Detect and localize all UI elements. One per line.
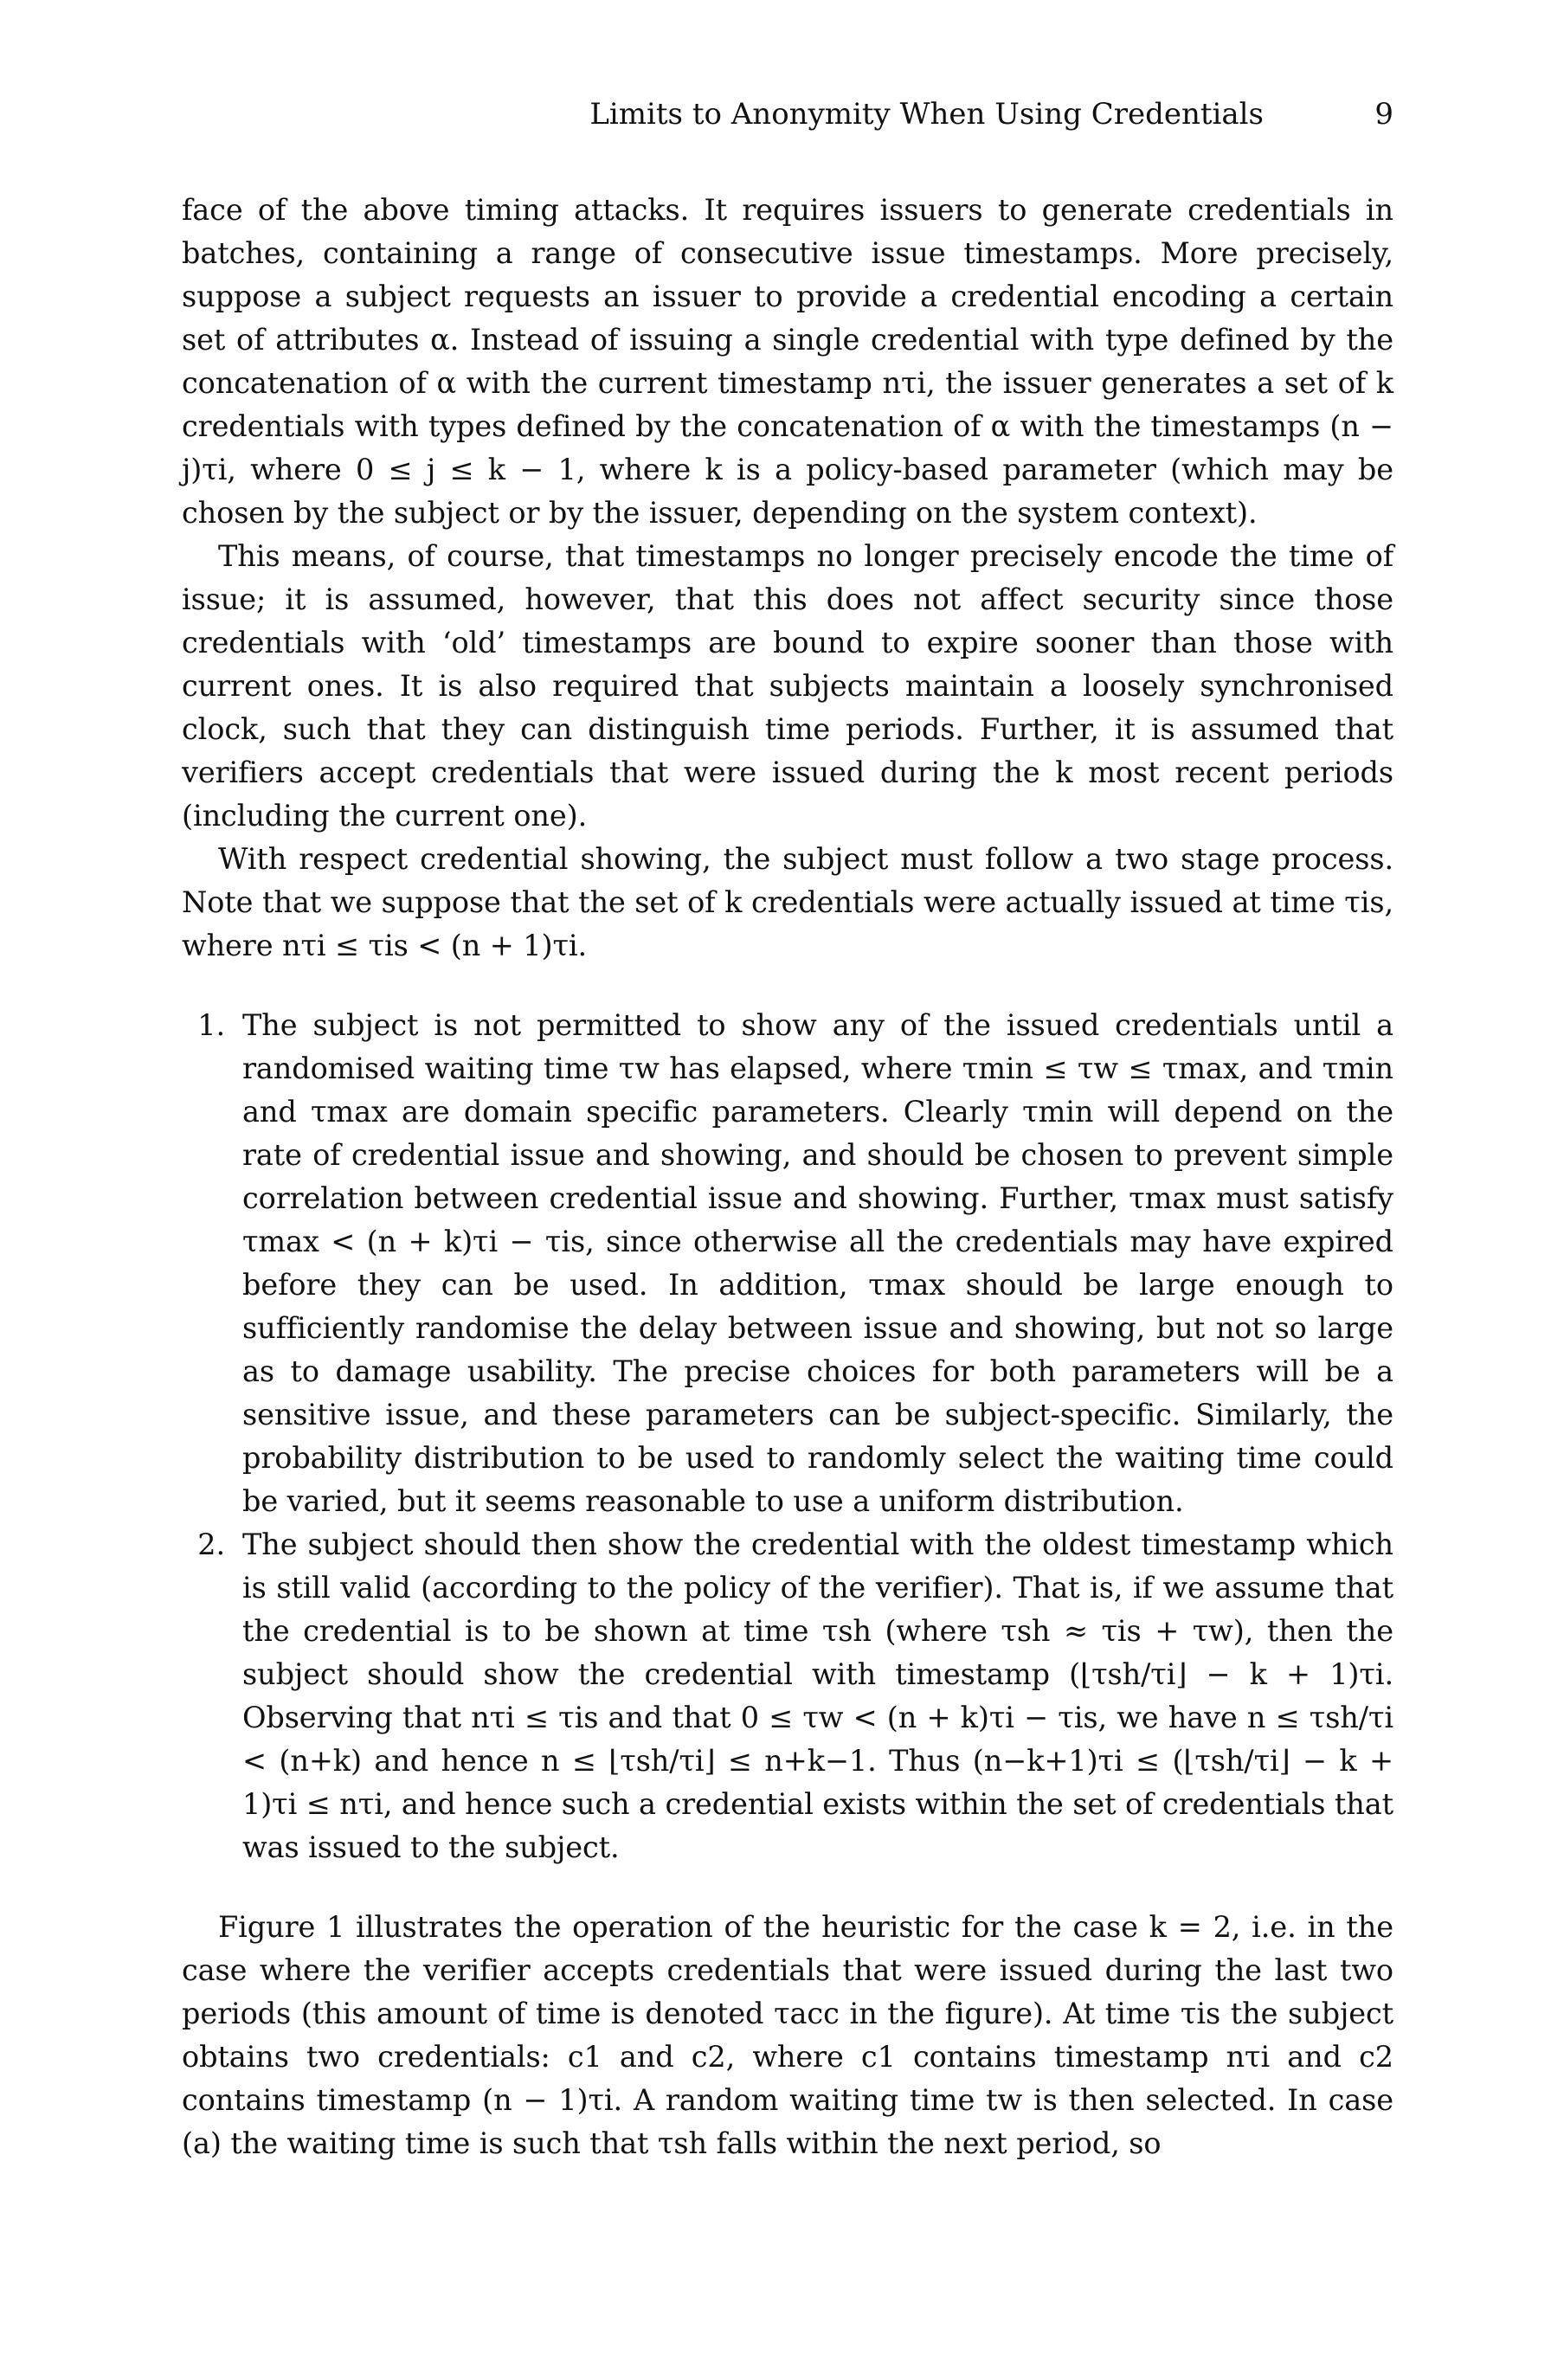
paragraph-timestamps: This means, of course, that timestamps no longer precisely encode the time of issue; it is assumed, however, that this does not affect security since those credentials with ‘old’ timestamps are bound to expire sooner than those with current ones. It is also required that subjects maintain a loosely synchronised clock, such that they can distinguish time periods. Further, it is assumed that verifiers accept credentials that were issued during the k most recent periods (including the current one). bbox=[182, 539, 1393, 833]
process-step-2 bbox=[182, 1523, 1393, 1869]
step-text: The subject is not permitted to show any of the issued credentials until a randomised waiting time τw has elapsed, where τmin ≤ τw ≤ τmax, and τmin and τmax are domain specific parameters. Clearly τmin will depend on the rate of credential issue and showing, and should be chosen to prevent simple correlation between credential issue and showing. Further, τmax must satisfy τmax < (n + k)τi − τis, since otherwise all the credentials may have expired before they can be used. In addition, τmax should be large enough to sufficiently randomise the delay between issue and showing, but not so large as to damage usability. The precise choices for both parameters will be a sensitive issue, and these parameters can be subject-specific. Similarly, the probability distribution to be used to randomly select the waiting time could be varied, but it seems reasonable to use a uniform distribution. bbox=[242, 1008, 1393, 1518]
paragraph-continuation: face of the above timing attacks. It requires issuers to generate credentials in batches, containing a range of consecutive issue timestamps. More precisely, suppose a subject requests an issuer to provide a credential encoding a certain set of attributes α. Instead of issuing a single credential with type defined by the concatenation of α with the current timestamp nτi, the issuer generates a set of k credentials with types defined by the concatenation of α with the timestamps (n − j)τi, where 0 ≤ j ≤ k − 1, where k is a policy-based parameter (which may be chosen by the subject or by the issuer, depending on the system context). bbox=[182, 193, 1393, 530]
step-number: 2. bbox=[197, 1528, 225, 1561]
body-text bbox=[182, 189, 1393, 2165]
process-step-1 bbox=[182, 1004, 1393, 1523]
process-steps-list bbox=[182, 1004, 1393, 1869]
paragraph-showing-process: With respect credential showing, the subject must follow a two stage process. Note that we suppose that the set of k credentials were actually issued at time τis, where nτi ≤ τis < (n + 1)τi. bbox=[182, 842, 1393, 962]
step-number: 1. bbox=[197, 1008, 225, 1042]
step-text: The subject should then show the credential with the oldest timestamp which is still valid (according to the policy of the verifier). That is, if we assume that the credential is to be shown at time τsh (where τsh ≈ τis + τw), then the subject should show the credential with timestamp (⌊τsh/τi⌋ − k + 1)τi. Observing that nτi ≤ τis and that 0 ≤ τw < (n + k)τi − τis, we have n ≤ τsh/τi < (n+k) and hence n ≤ ⌊τsh/τi⌋ ≤ n+k−1. Thus (n−k+1)τi ≤ (⌊τsh/τi⌋ − k + 1)τi ≤ nτi, and hence such a credential exists within the set of credentials that was issued to the subject. bbox=[242, 1528, 1393, 1864]
running-title: Limits to Anonymity When Using Credentials bbox=[589, 97, 1264, 132]
page-header bbox=[182, 93, 1402, 135]
page-number: 9 bbox=[1374, 97, 1393, 132]
paragraph-figure-description: Figure 1 illustrates the operation of the heuristic for the case k = 2, i.e. in the case where the verifier accepts credentials that were issued during the last two periods (this amount of time is denoted τacc in the figure). At time τis the subject obtains two credentials: c1 and c2, where c1 contains timestamp nτi and c2 contains timestamp (n − 1)τi. A random waiting time tw is then selected. In case (a) the waiting time is such that τsh falls within the next period, so bbox=[182, 1910, 1393, 2160]
